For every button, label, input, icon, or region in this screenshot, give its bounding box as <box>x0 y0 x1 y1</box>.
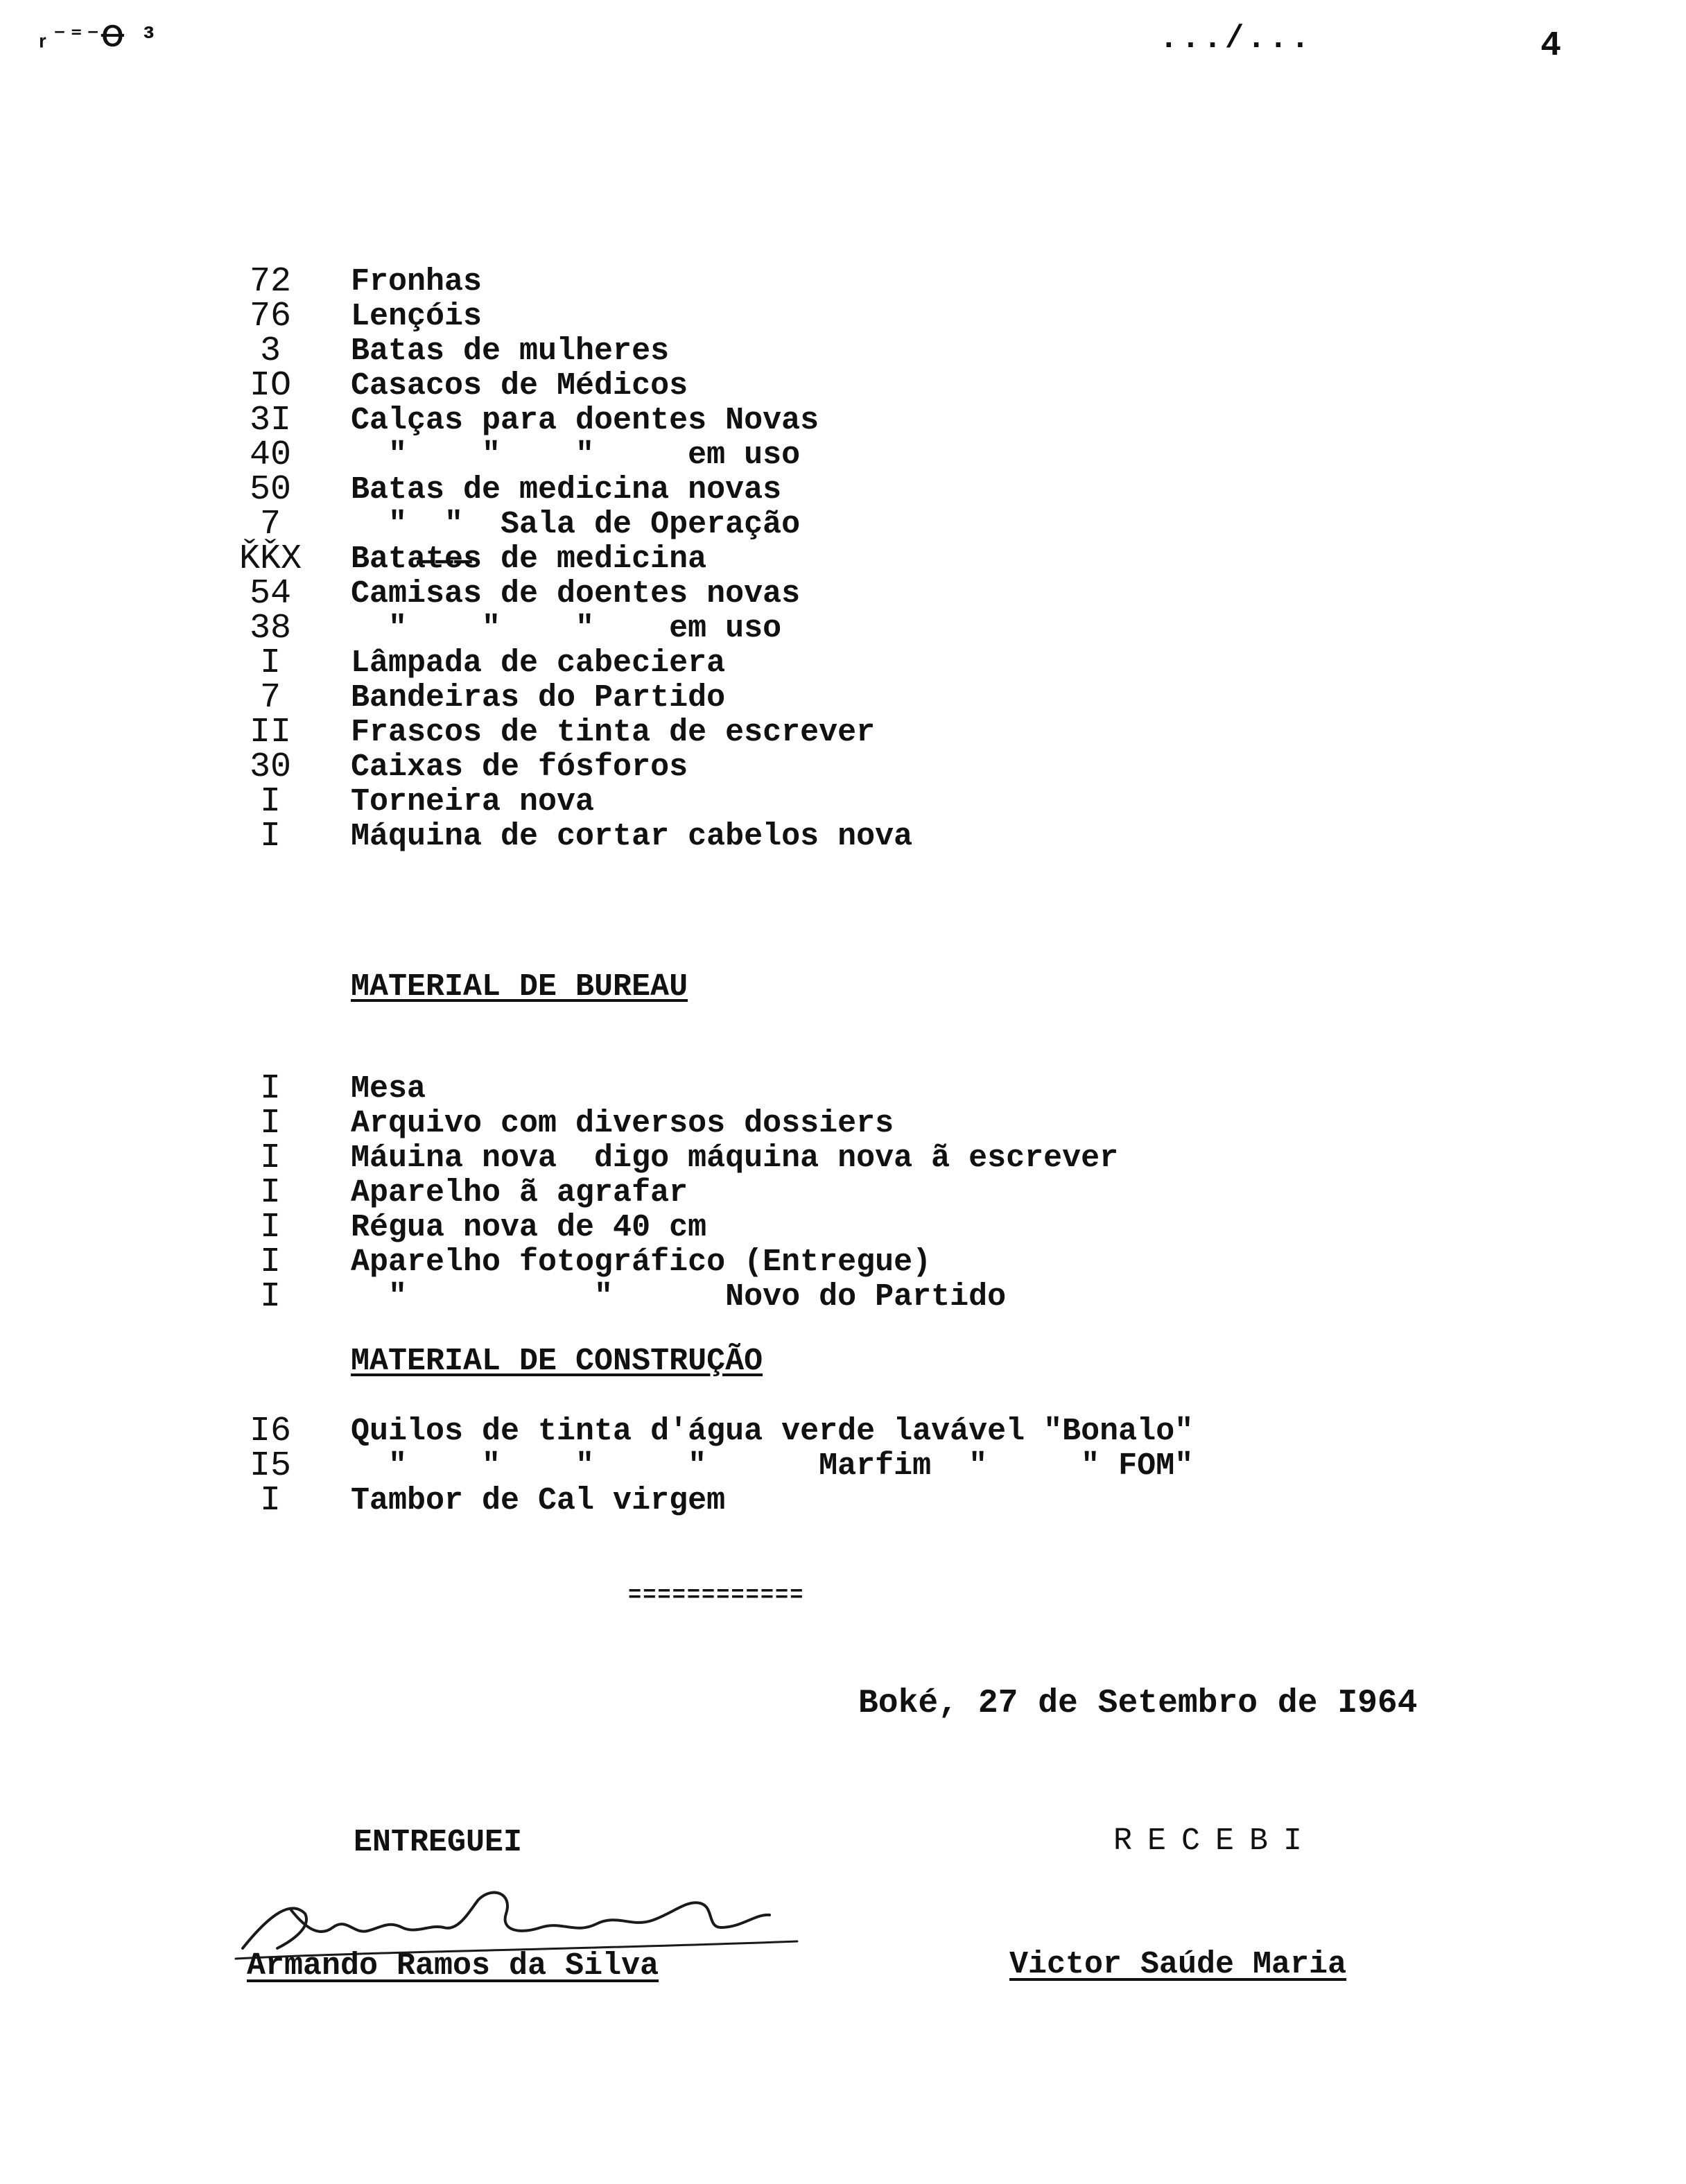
item-qty: 3 <box>259 331 281 371</box>
item-qty: I6 <box>249 1412 291 1451</box>
item-qty: ǨǨX <box>238 539 302 579</box>
item-desc: Quilos de tinta d'água verde lavável "Bonalo" <box>351 1414 1194 1449</box>
item-desc: Lençóis <box>351 299 483 334</box>
item-desc: Aparelho fotográfico (Entregue) <box>351 1245 932 1280</box>
item-desc: " " Novo do Partido <box>351 1279 1007 1315</box>
item-qty: 38 <box>249 609 291 648</box>
item-qty: I <box>259 1277 281 1317</box>
separator-line: ============ <box>628 1582 805 1608</box>
item-desc: Batas de medicina novas <box>351 472 782 508</box>
item-desc: " " Sala de Operação <box>351 507 801 542</box>
item-qty: 7 <box>259 505 281 544</box>
item-qty: II <box>249 713 291 752</box>
item-qty: I <box>259 1242 281 1282</box>
item-qty: 72 <box>249 262 291 302</box>
item-desc: Bata̶t̶e̶s de medicina <box>351 541 707 577</box>
item-qty: I <box>259 1138 281 1178</box>
item-desc: Arquivo com diversos dossiers <box>351 1106 894 1141</box>
item-desc: Tambor de Cal virgem <box>351 1483 726 1518</box>
item-desc: Calças para doentes Novas <box>351 403 819 438</box>
item-desc: Aparelho ã agrafar <box>351 1175 688 1211</box>
item-desc: Fronhas <box>351 264 483 300</box>
deliverer-name: Armando Ramos da Silva <box>247 1948 659 1984</box>
item-qty: I <box>259 1481 281 1520</box>
section-title-bureau: MATERIAL DE BUREAU <box>351 969 688 1005</box>
item-qty: 50 <box>249 470 291 510</box>
item-desc: Máuina nova digo máquina nova ã escrever <box>351 1141 1119 1176</box>
item-qty: I <box>259 782 281 822</box>
item-qty: 7 <box>259 678 281 718</box>
date-line: Boké, 27 de Setembro de I964 <box>858 1685 1418 1722</box>
item-desc: Frascos de tinta de escrever <box>351 715 876 750</box>
item-desc: Batas de mulheres <box>351 333 670 369</box>
item-desc: Camisas de doentes novas <box>351 576 801 612</box>
item-qty: 40 <box>249 435 291 475</box>
item-qty: I <box>259 1208 281 1247</box>
item-qty: I <box>259 643 281 683</box>
item-qty: I <box>259 1104 281 1143</box>
item-desc: Bandeiras do Partido <box>351 680 726 716</box>
item-qty: I <box>259 1173 281 1213</box>
receiver-name: Victor Saúde Maria <box>1009 1947 1347 1982</box>
continuation-mark: .../... <box>1159 21 1313 57</box>
item-qty: IO <box>249 366 291 406</box>
item-qty: 30 <box>249 747 291 787</box>
corner-mark: ᵣ⁻⁼⁻Ꝋ ³ <box>35 24 157 55</box>
item-desc: " " " em uso <box>351 611 782 646</box>
item-qty: I5 <box>249 1446 291 1486</box>
item-desc: Torneira nova <box>351 784 595 820</box>
item-desc: Máquina de cortar cabelos nova <box>351 819 913 854</box>
item-qty: 76 <box>249 297 291 336</box>
item-qty: 3I <box>249 401 291 440</box>
item-desc: Mesa <box>351 1071 426 1107</box>
received-label: RECEBI <box>1113 1823 1318 1859</box>
item-desc: Casacos de Médicos <box>351 368 688 404</box>
page-number: 4 <box>1540 26 1562 66</box>
item-qty: 54 <box>249 574 291 614</box>
item-desc: " " " " Marfim " " FOM" <box>351 1448 1194 1484</box>
section-title-construcao: MATERIAL DE CONSTRUÇÃO <box>351 1344 763 1379</box>
item-qty: I <box>259 817 281 856</box>
item-desc: Caixas de fósforos <box>351 749 688 785</box>
item-desc: Lâmpada de cabeciera <box>351 645 726 681</box>
item-qty: I <box>259 1069 281 1109</box>
delivered-label: ENTREGUEI <box>354 1825 523 1860</box>
item-desc: " " " em uso <box>351 437 801 473</box>
item-desc: Régua nova de 40 cm <box>351 1210 707 1245</box>
